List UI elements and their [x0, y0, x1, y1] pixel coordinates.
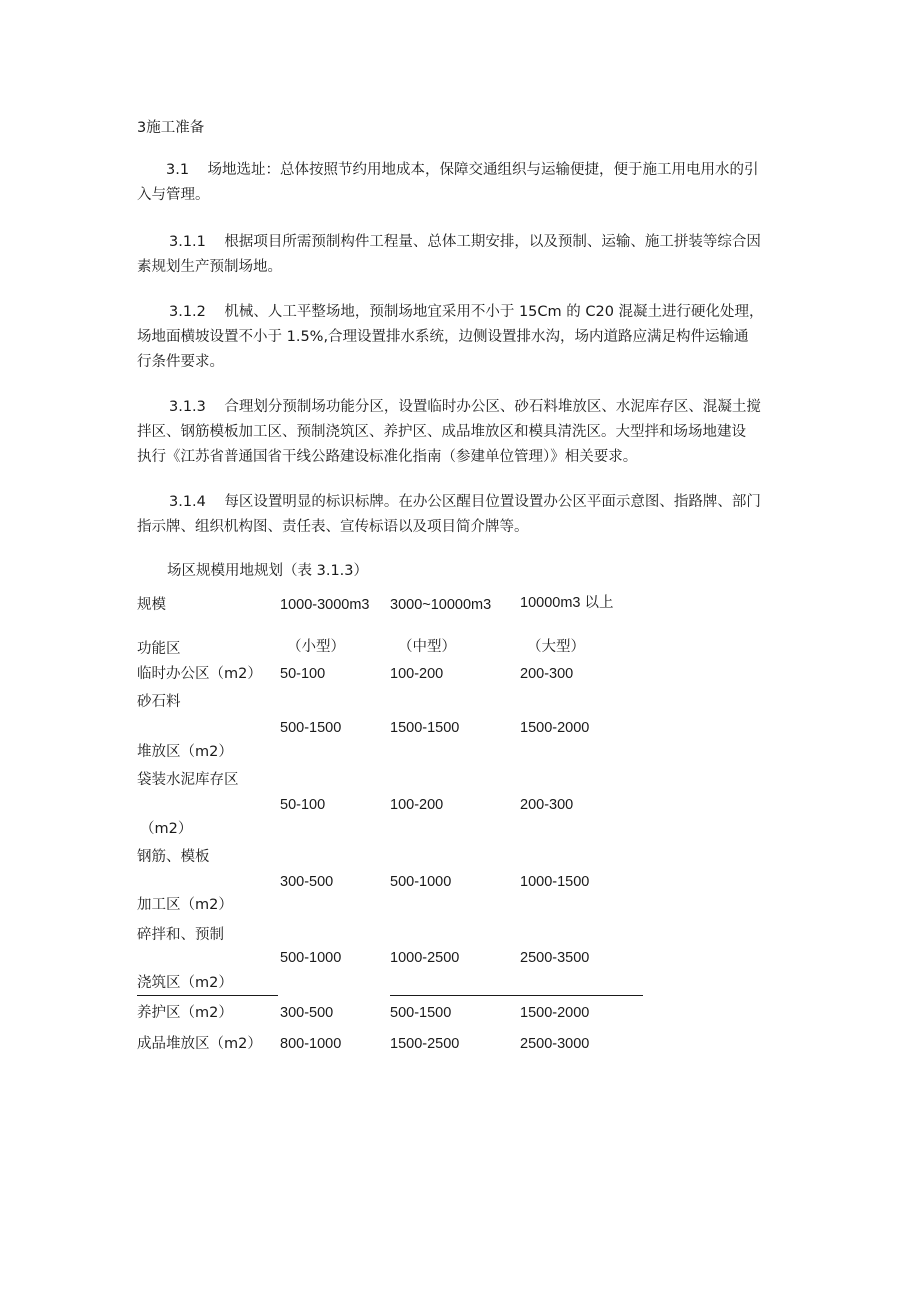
- table-cell: 1000-1500: [520, 874, 590, 890]
- paragraph-3-1-2: [137, 300, 787, 375]
- header-size-small: （小型）: [287, 639, 345, 655]
- paragraph-line: 素规划生产预制场地。: [137, 259, 282, 275]
- row-label: 袋装水泥库存区: [137, 772, 239, 788]
- paragraph-line: 根据项目所需预制构件工程量、总体工期安排，以及预制、运输、施工拼装等综合因: [224, 234, 761, 250]
- table-cell: 500-1500: [390, 1005, 452, 1021]
- table-cell: 300-500: [280, 874, 334, 890]
- row-label: 浇筑区（m2）: [137, 975, 233, 991]
- row-label: 碎拌和、预制: [137, 927, 224, 943]
- row-label: （m2）: [140, 821, 193, 837]
- row-label: 成品堆放区（m2）: [137, 1036, 262, 1052]
- paragraph-line: 行条件要求。: [137, 354, 224, 370]
- paragraph-line: 指示牌、组织机构图、责任表、宣传标语以及项目简介牌等。: [137, 519, 529, 535]
- table-cell: 300-500: [280, 1005, 334, 1021]
- row-label: 养护区（m2）: [137, 1005, 233, 1021]
- table-cell: 500-1000: [280, 950, 342, 966]
- header-scale-medium: 3000~10000m3: [390, 597, 492, 613]
- paragraph-line: 每区设置明显的标识标牌。在办公区醒目位置设置办公区平面示意图、指路牌、部门: [224, 494, 761, 510]
- row-label: 堆放区（m2）: [137, 744, 233, 760]
- header-scale-small: 1000-3000m3: [280, 597, 370, 613]
- table-cell: 100-200: [390, 666, 444, 682]
- header-scale-large: 10000m3 以上: [520, 595, 614, 611]
- paragraph-line: 场地选址：总体按照节约用地成本，保障交通组织与运输便捷，便于施工用电用水的引: [207, 162, 759, 178]
- paragraph-3-1-1: [137, 230, 787, 280]
- header-size-medium: （中型）: [398, 639, 456, 655]
- table-cell: 1000-2500: [390, 950, 460, 966]
- table-cell: 1500-1500: [390, 720, 460, 736]
- table-caption: 场区规模用地规划（表 3.1.3）: [167, 563, 369, 579]
- table-cell: 100-200: [390, 797, 444, 813]
- paragraph-3-1: [137, 158, 787, 208]
- paragraph-number: 3.1.3: [169, 399, 206, 415]
- paragraph-number: 3.1: [166, 162, 190, 178]
- table-cell: 1500-2000: [520, 720, 590, 736]
- paragraph-number: 3.1.1: [169, 234, 206, 250]
- row-label: 砂石料: [137, 694, 181, 710]
- paragraph-number: 3.1.2: [169, 304, 206, 320]
- row-label: 钢筋、模板: [137, 849, 210, 865]
- table-rule: [137, 995, 278, 996]
- paragraph-3-1-3: [137, 395, 787, 470]
- table-cell: 800-1000: [280, 1036, 342, 1052]
- row-label: 加工区（m2）: [137, 897, 233, 913]
- paragraph-3-1-4: [137, 490, 787, 540]
- table-cell: 200-300: [520, 666, 574, 682]
- header-size-large: （大型）: [527, 639, 585, 655]
- paragraph-number: 3.1.4: [169, 494, 206, 510]
- table-cell: 2500-3000: [520, 1036, 590, 1052]
- section-title: 3施工准备: [137, 120, 205, 136]
- table-cell: 200-300: [520, 797, 574, 813]
- table-cell: 50-100: [280, 666, 326, 682]
- paragraph-line: 拌区、钢筋模板加工区、预制浇筑区、养护区、成品堆放区和模具清洗区。大型拌和场场地建设: [137, 424, 746, 440]
- table-cell: 500-1500: [280, 720, 342, 736]
- paragraph-line: 机械、人工平整场地，预制场地宜采用不小于 15Cm 的 C20 混凝土进行硬化处理，: [224, 304, 764, 320]
- table-rule: [390, 995, 643, 996]
- table-cell: 2500-3500: [520, 950, 590, 966]
- table-cell: 1500-2000: [520, 1005, 590, 1021]
- table-cell: 50-100: [280, 797, 326, 813]
- paragraph-line: 场地面横坡设置不小于 1.5%,合理设置排水系统，边侧设置排水沟，场内道路应满足构件运输通: [137, 329, 749, 345]
- header-label-scale: 规模: [137, 597, 166, 613]
- paragraph-line: 执行《江苏省普通国省干线公路建设标准化指南（参建单位管理）》相关要求。: [137, 449, 638, 465]
- paragraph-line: 合理划分预制场功能分区，设置临时办公区、砂石料堆放区、水泥库存区、混凝土搅: [224, 399, 761, 415]
- table-cell: 500-1000: [390, 874, 452, 890]
- paragraph-line: 入与管理。: [137, 187, 210, 203]
- header-label-function-zone: 功能区: [137, 641, 181, 657]
- row-label: 临时办公区（m2）: [137, 666, 262, 682]
- table-cell: 1500-2500: [390, 1036, 460, 1052]
